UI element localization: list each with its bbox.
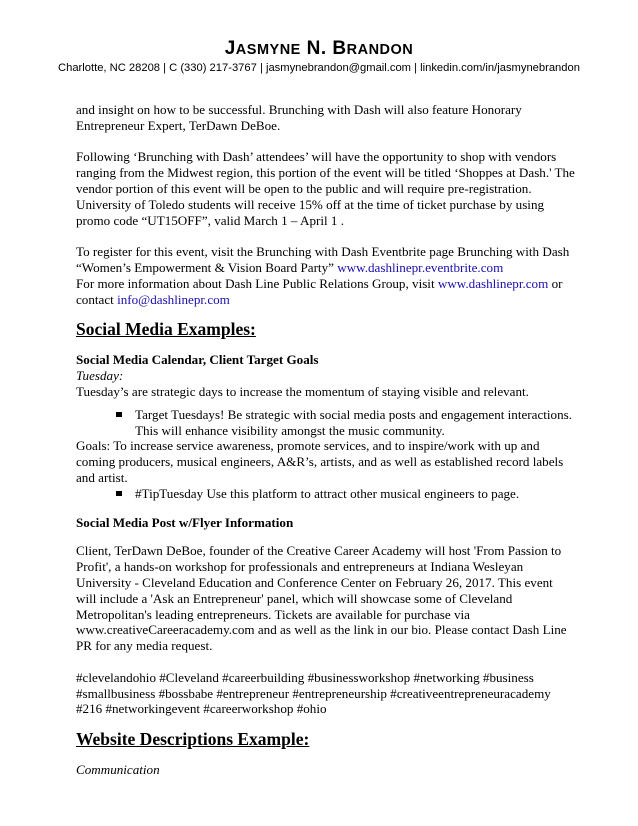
name-last-rest: RANDON xyxy=(346,42,414,58)
intro-paragraph-2: Following ‘Brunching with Dash’ attendees’ will have the opportunity to shop with vendors ranging from the Midwest region, this portion of the event will be titled ‘Shoppes at Dash.' The vendor portion of this event will be open to the public and will require pre-registration. University of Toledo students will receive 15% off at the time of ticket purchase by using promo code “UT15OFF”, valid March 1 – April 1 . xyxy=(76,149,575,228)
post-title: Social Media Post w/Flyer Information xyxy=(76,514,294,530)
bullet-text: Target Tuesdays! Be strategic with social media posts and engagement interactions. This will enhance visibility amongst the music community. xyxy=(135,406,573,438)
name-first-rest: ASMYNE xyxy=(235,42,301,58)
eventbrite-link[interactable]: www.dashlinepr.eventbrite.com xyxy=(337,259,504,275)
hashtags: #clevelandohio #Cleveland #careerbuilding #businessworkshop #networking #business #smallbusiness #bossbabe #entrepreneur #entrepreneurship #creativeentrepreneuracademy #216 #networkingevent #careerworkshop #ohio xyxy=(76,669,551,717)
intro-paragraph-3 xyxy=(76,244,576,307)
register-text: To register for this event, visit the Brunching with Dash Eventbrite page Brunching with Dash “Women’s Empowerment & Vision Board Party” xyxy=(76,244,570,275)
bullet-icon xyxy=(116,491,122,497)
website-subheading: Communication xyxy=(76,762,160,778)
name-last-initial: B xyxy=(332,38,347,59)
intro-paragraph-1: and insight on how to be successful. Brunching with Dash will also feature Honorary Entrepreneur Expert, TerDawn DeBoe. xyxy=(76,102,522,133)
contact-line: Charlotte, NC 28208 | C (330) 217-3767 | jasmynebrandon@gmail.com | linkedin.com/in/jasmynebrandon xyxy=(58,62,580,74)
bullet-text: #TipTuesday Use this platform to attract other musical engineers to page. xyxy=(135,485,520,501)
social-media-heading: Social Media Examples: xyxy=(76,319,256,340)
contact-text: or contact xyxy=(76,275,563,307)
bullet-list-1 xyxy=(76,407,576,439)
list-item xyxy=(76,407,576,439)
list-item xyxy=(76,486,576,502)
day-description: Tuesday’s are strategic days to increase the momentum of staying visible and relevant. xyxy=(76,383,529,399)
day-label: Tuesday: xyxy=(76,368,124,384)
goals-paragraph: Goals: To increase service awareness, promote services, and to inspire/work with up and coming producers, musical engineers, A&R’s, artists, and as well as established record labels and artist. xyxy=(76,438,564,485)
email-link[interactable]: info@dashlinepr.com xyxy=(117,291,230,307)
post-body: Client, TerDawn DeBoe, founder of the Creative Career Academy will host 'From Passion to Profit', a hands-on workshop for professionals and entrepreneurs at Indiana Wesleyan University - Cleveland Education and Conference Center on February 26, 2017. This event will include a 'Ask an Entrepreneur' panel, which will showcase some of Cleveland Metropolitan's leading entrepreneurs. Tickets are available for purchase via www.creativeCareeracademy.com and as well as the link in our bio. Please contact Dash Line PR for any media request. xyxy=(76,543,567,654)
website-link[interactable]: www.dashlinepr.com xyxy=(437,275,549,291)
calendar-title: Social Media Calendar, Client Target Goals xyxy=(76,352,319,368)
website-heading: Website Descriptions Example: xyxy=(76,729,310,750)
name-first-initial: J xyxy=(224,38,236,59)
author-name xyxy=(0,38,638,60)
document-body xyxy=(76,102,576,778)
bullet-icon xyxy=(116,412,122,418)
bullet-list-2 xyxy=(76,486,576,502)
name-middle-initial: N. xyxy=(306,38,327,59)
more-info-text: For more information about Dash Line Public Relations Group, visit xyxy=(76,275,438,291)
